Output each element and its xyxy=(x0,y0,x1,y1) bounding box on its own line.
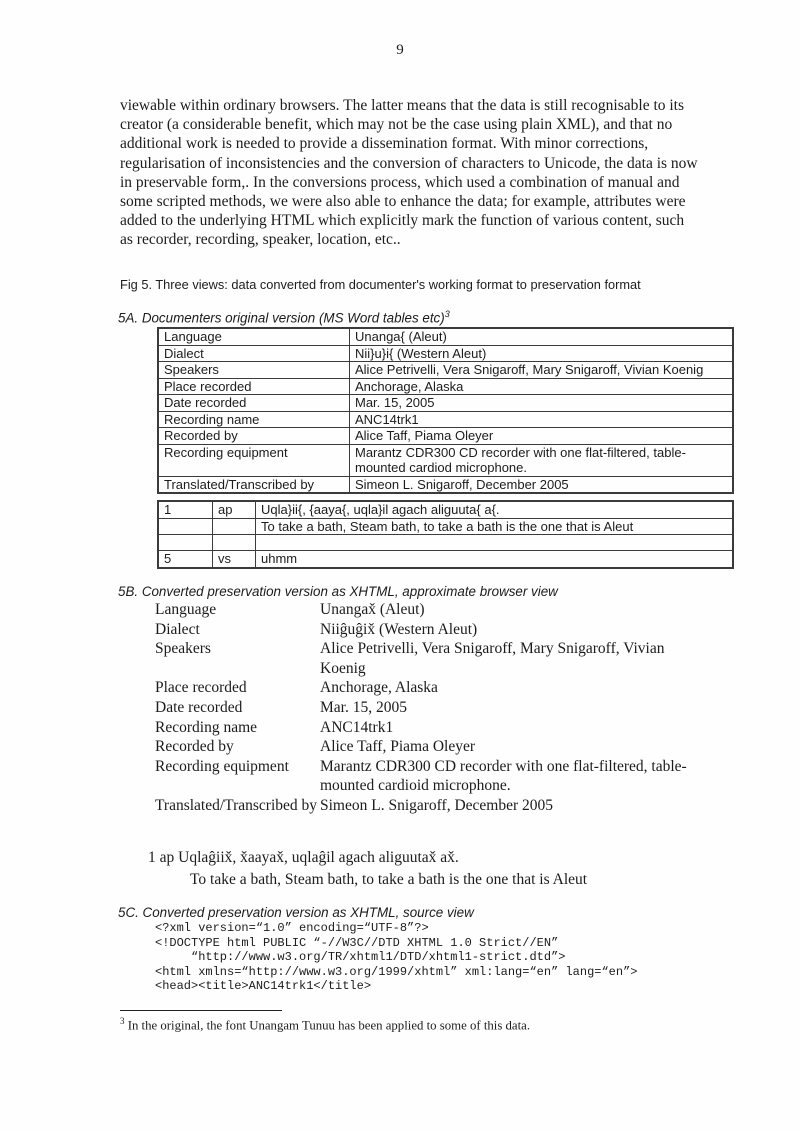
utterance-text: uhmm xyxy=(256,551,734,568)
utterance-translation: To take a bath, Steam bath, to take a bath is the one that is Aleut xyxy=(256,518,734,535)
meta-label: Recording name xyxy=(158,411,350,428)
code-line: <head><title>ANC14trk1</title> xyxy=(155,979,372,993)
section-5a-heading xyxy=(118,309,450,325)
code-line: <!DOCTYPE html PUBLIC “-//W3C//DTD XHTML 1.0 Strict//EN” xyxy=(155,935,559,950)
field-value: Mar. 15, 2005 xyxy=(320,698,407,716)
meta-value: Alice Taff, Piama Oleyer xyxy=(350,428,734,445)
field-label: Recording name xyxy=(155,718,258,736)
utterance-text: Uqla}ii{, {aaya{, uqla}il agach aliguuta{ a{. xyxy=(256,501,734,518)
field-value: Unangax̌ (Aleut) xyxy=(320,601,425,618)
utterance-translation-line: To take a bath, Steam bath, to take a bath is the one that is Aleut xyxy=(190,871,588,888)
field-label: Translated/Transcribed by xyxy=(155,796,318,814)
list-item xyxy=(155,639,700,678)
field-value: Marantz CDR300 CD recorder with one flat-filtered, table-mounted cardioid microphone. xyxy=(320,757,687,795)
utterance-number: 1 xyxy=(158,501,213,518)
table-row xyxy=(158,501,733,518)
meta-value: Alice Petrivelli, Vera Snigaroff, Mary Snigaroff, Vivian Koenig xyxy=(350,362,734,379)
list-item xyxy=(155,678,700,698)
body-paragraph: viewable within ordinary browsers. The latter means that the data is still recognisable to its creator (a considerable benefit, which may not be the case using plain XML), and that no additional work is needed to provide a dissemination format. With minor corrections, regularisation of inconsistencies and the conversion of characters to Unicode, the data is now in preservable form,. In the conversions process, which used a combination of manual and some scripted methods, we were also able to enhance the data; for example, attributes were added to the underlying HTML which explicitly mark the function of various content, such as recorder, recording, speaker, location, etc.. xyxy=(120,97,698,249)
page-number: 9 xyxy=(396,42,404,58)
table-row xyxy=(158,476,733,493)
figure-caption: Fig 5. Three views: data converted from documenter's working format to preservation format xyxy=(120,277,641,292)
utterance-code xyxy=(213,535,256,551)
metadata-list-5b xyxy=(155,600,700,816)
list-item xyxy=(155,698,700,718)
field-value: Alice Taff, Piama Oleyer xyxy=(320,738,476,756)
field-value: Simeon L. Snigaroff, December 2005 xyxy=(320,796,554,814)
meta-value: Nii}u}i{ (Western Aleut) xyxy=(350,345,734,362)
list-item xyxy=(155,600,700,620)
list-item xyxy=(155,620,700,640)
field-value: Alice Petrivelli, Vera Snigaroff, Mary Snigaroff, Vivian Koenig xyxy=(320,640,665,677)
meta-label: Recorded by xyxy=(158,428,350,445)
footnote-marker: 3 xyxy=(120,1016,125,1026)
list-item xyxy=(155,737,700,757)
list-item xyxy=(155,718,700,738)
field-label: Dialect xyxy=(155,620,200,638)
field-value: Anchorage, Alaska xyxy=(320,679,438,697)
table-row xyxy=(158,395,733,412)
meta-label: Recording equipment xyxy=(158,444,350,476)
meta-value: Mar. 15, 2005 xyxy=(350,395,734,412)
xml-source-code xyxy=(155,921,715,994)
table-row xyxy=(158,411,733,428)
table-row xyxy=(158,362,733,379)
utterance-5b xyxy=(148,847,708,891)
utterance-code: ap xyxy=(213,501,256,518)
footnote xyxy=(120,1016,700,1033)
meta-value: ANC14trk1 xyxy=(350,411,734,428)
field-label: Recorded by xyxy=(155,738,234,756)
meta-value: Anchorage, Alaska xyxy=(350,378,734,395)
meta-label: Date recorded xyxy=(158,395,350,412)
table-row xyxy=(158,518,733,535)
utterance-text xyxy=(256,535,734,551)
utterance-code xyxy=(213,518,256,535)
code-line: <?xml version=“1.0” encoding=“UTF-8”?> xyxy=(155,921,429,935)
meta-label: Translated/Transcribed by xyxy=(158,476,350,493)
section-5b-heading: 5B. Converted preservation version as XHTML, approximate browser view xyxy=(118,584,558,599)
meta-label: Place recorded xyxy=(158,378,350,395)
meta-value: Simeon L. Snigaroff, December 2005 xyxy=(350,476,734,493)
list-item xyxy=(155,757,700,796)
table-row xyxy=(158,535,733,551)
table-row xyxy=(158,328,733,345)
utterance-table-5a xyxy=(157,500,734,569)
table-row xyxy=(158,551,733,568)
section-5a-heading-text: 5A. Documenters original version (MS Word tables etc) xyxy=(118,310,445,326)
field-label: Speakers xyxy=(155,640,211,658)
footnote-reference-mark: 3 xyxy=(444,309,450,319)
field-label: Recording equipment xyxy=(155,757,289,775)
field-value: Niiĝuĝix̌ (Western Aleut) xyxy=(320,620,478,638)
utterance-line: 1 ap Uqlaĝiix̌, x̌aayax̌, uqlaĝil agach aliguutax̌ ax̌. xyxy=(148,849,459,866)
utterance-code: vs xyxy=(213,551,256,568)
utterance-number xyxy=(158,535,213,551)
code-line: <html xmlns=“http://www.w3.org/1999/xhtml” xml:lang=“en” lang=“en”> xyxy=(155,964,638,979)
metadata-table-5a xyxy=(157,327,734,494)
code-line: “http://www.w3.org/TR/xhtml1/DTD/xhtml1-strict.dtd”> xyxy=(155,950,566,964)
meta-label: Dialect xyxy=(158,345,350,362)
table-row xyxy=(158,378,733,395)
meta-label: Language xyxy=(158,328,350,345)
field-label: Language xyxy=(155,601,217,618)
table-row xyxy=(158,444,733,476)
table-row xyxy=(158,345,733,362)
utterance-number: 5 xyxy=(158,551,213,568)
field-value: ANC14trk1 xyxy=(320,718,394,736)
meta-label: Speakers xyxy=(158,362,350,379)
footnote-separator-rule xyxy=(120,1010,282,1011)
field-label: Place recorded xyxy=(155,679,247,697)
section-5c-heading: 5C. Converted preservation version as XHTML, source view xyxy=(118,905,474,920)
footnote-text: In the original, the font Unangam Tunuu has been applied to some of this data. xyxy=(124,1018,531,1033)
utterance-number xyxy=(158,518,213,535)
list-item xyxy=(155,796,700,816)
table-row xyxy=(158,428,733,445)
meta-value: Unanga{ (Aleut) xyxy=(350,328,734,345)
meta-value: Marantz CDR300 CD recorder with one flat-filtered, table-mounted cardiod microphone. xyxy=(350,444,734,476)
field-label: Date recorded xyxy=(155,698,243,716)
